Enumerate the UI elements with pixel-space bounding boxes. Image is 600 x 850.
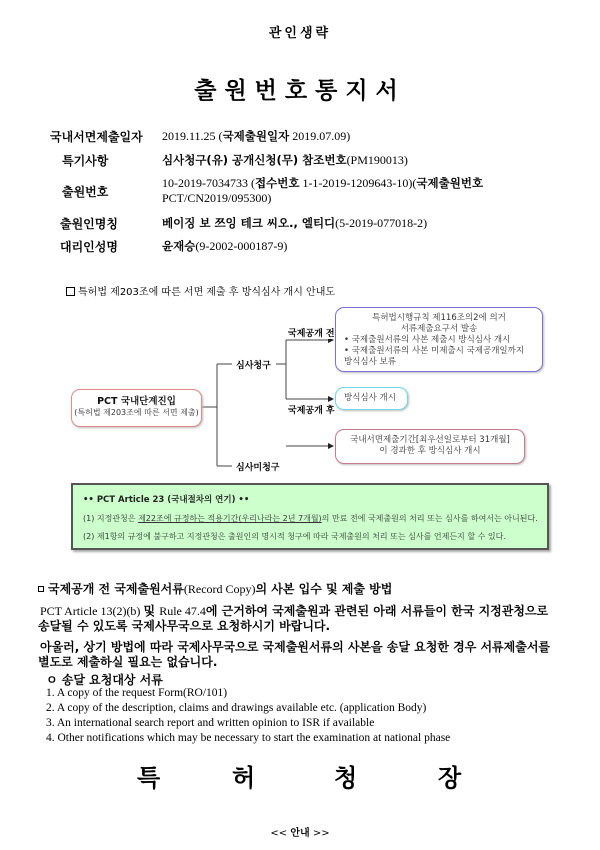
record-copy-paragraph-line2: 송달될 수 있도록 국제사무국으로 요청하시기 바랍니다. xyxy=(38,619,331,633)
list-item: 2. A copy of the description, claims and drawings available etc. (application Body) xyxy=(46,702,427,714)
guide-heading-text: 특허법 제203조에 따른 서면 제출 후 방식심사 개시 안내도 xyxy=(78,287,336,298)
value-special-notes: 심사청구(유) 공개신청(무) 참조번호(PM190013) xyxy=(162,153,408,167)
value-agent-name: 윤재승(9-2002-000187-9) xyxy=(162,239,288,253)
record-copy-paragraph-line1: PCT Article 13(2)(b) 및 Rule 47.4에 근거하여 국제출원과 관련된 아래 서류들이 한국 지정관청으로 xyxy=(40,604,549,618)
pct-article-23-box xyxy=(71,483,549,550)
edge-label-before-publication: 국제공개 전 xyxy=(288,326,335,339)
article-paragraph-2: (2) 제1항의 규정에 불구하고 지정관청은 출원인의 명시적 청구에 따라 국제출원의 처리 또는 심사를 언제든지 할 수 있다. xyxy=(83,532,506,541)
issuer-char: 허 xyxy=(232,764,256,792)
node-pre-bullet-2: • 국제출원서류의 사본 미제출시 국제공개일까지 방식심사 보류 xyxy=(344,346,525,367)
article-paragraph-1: (1) 지정관청은 제22조에 규정하는 적용기간(우리나라는 2년 7개월)의 만료 전에 국제출원의 처리 또는 심사를 하여서는 아니된다. xyxy=(83,514,538,523)
label-special-notes: 특기사항 xyxy=(62,154,109,168)
branch-label-no-exam-request: 심사미청구 xyxy=(236,460,279,473)
documents-to-request-list xyxy=(46,686,450,746)
official-seal-omitted: 관인생략 xyxy=(268,26,332,41)
list-item: 4. Other notifications which may be necessary to start the examination at national phase xyxy=(46,732,451,744)
label-application-number: 출원번호 xyxy=(62,185,109,199)
label-applicant-name: 출원인명칭 xyxy=(60,217,118,231)
value-application-number: 10-2019-7034733 (접수번호 1-1-2019-1209643-10)(국제출원번호 PCT/CN2019/095300) xyxy=(162,176,484,205)
node-pre-line1: 특허법시행규칙 제116조의2에 의거 xyxy=(372,313,506,323)
issuer-char: 청 xyxy=(334,764,358,792)
label-agent-name: 대리인성명 xyxy=(60,240,118,254)
notice-marker: << 안내 >> xyxy=(270,828,330,839)
branch-label-exam-request: 심사청구 xyxy=(236,358,271,371)
node-pct-national-entry xyxy=(71,389,202,427)
node-no-request xyxy=(335,429,525,464)
record-copy-paragraph-line4: 별도로 제출하실 필요는 없습니다. xyxy=(38,655,218,669)
node-pre-line2: 서류제출요구서 발송 xyxy=(400,324,478,334)
node-pre-bullet-1: • 국제출원서류의 사본 제출시 방식심사 개시 xyxy=(344,335,511,345)
node-pct-line2: (특허법 제203조에 따른 서면 제출) xyxy=(74,408,199,417)
record-copy-paragraph-line3: 아울러, 상기 방법에 따라 국제사무국으로 국제출원서류의 사본을 송달 요청한 경우 서류제출서를 xyxy=(40,640,551,654)
edge-label-after-publication: 국제공개 후 xyxy=(288,403,335,416)
value-applicant-name: 베이징 보 쯔잉 테크 씨오., 엘티디(5-2019-077018-2) xyxy=(162,216,428,230)
issuer-char: 특 xyxy=(137,764,161,792)
node-pct-line1: PCT 국내단계진입 xyxy=(97,396,176,407)
bullet-square-icon xyxy=(38,586,44,592)
list-item: 1. A copy of the request Form(RO/101) xyxy=(46,687,228,699)
value-domestic-filing-date: 2019.11.25 (국제출원일자 2019.07.09) xyxy=(162,129,351,143)
documents-to-request-heading: ㅇ 송달 요청대상 서류 xyxy=(46,673,163,687)
issuer-char: 장 xyxy=(438,764,462,792)
node-after-publication: 방식심사 개시 xyxy=(335,387,408,410)
label-domestic-filing-date: 국내서면제출일자 xyxy=(50,130,143,144)
document-title: 출원번호통지서 xyxy=(194,78,406,104)
node-before-publication xyxy=(335,307,543,372)
article-box-title: •• PCT Article 23 (국내절차의 연기) •• xyxy=(83,495,250,505)
node-none-line2: 이 경과한 후 방식심사 개시 xyxy=(379,446,481,456)
list-item: 3. An international search report and written opinion to ISR if available xyxy=(46,717,375,729)
node-none-line1: 국내서면제출기간[최우선일로부터 31개월] xyxy=(350,435,510,445)
record-copy-heading: 국제공개 전 국제출원서류(Record Copy)의 사본 입수 및 제출 방법 xyxy=(38,580,392,597)
